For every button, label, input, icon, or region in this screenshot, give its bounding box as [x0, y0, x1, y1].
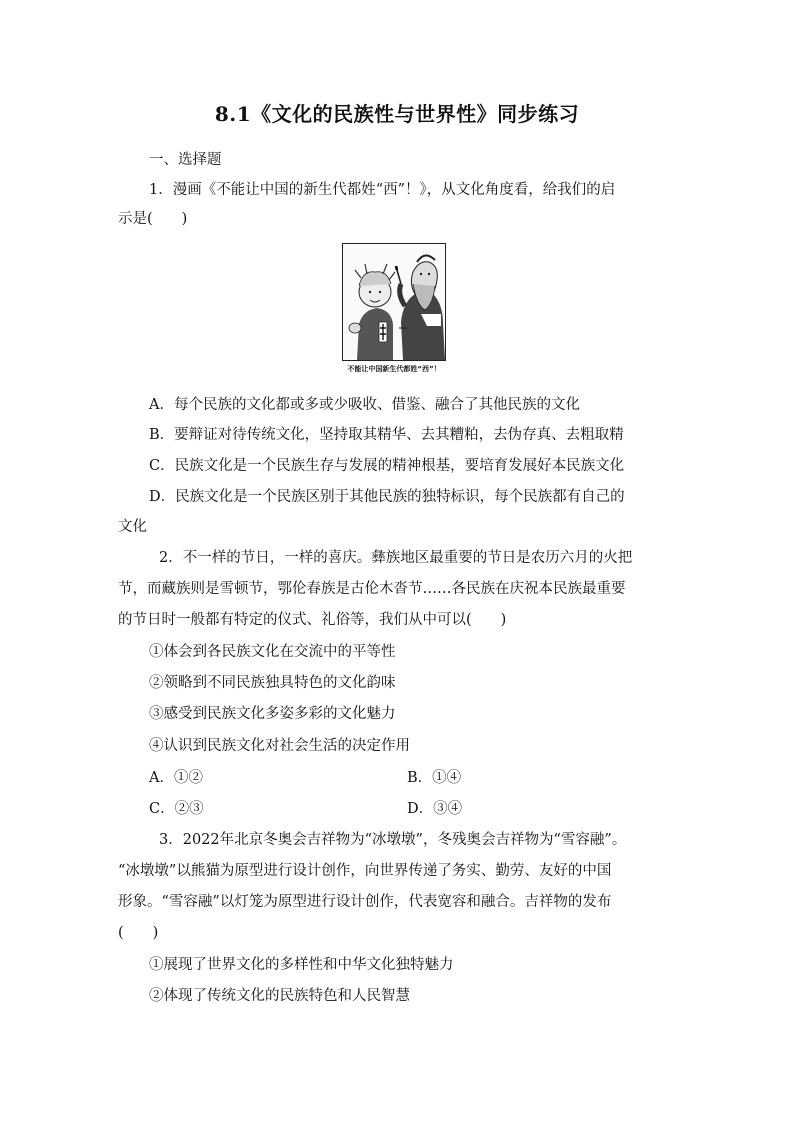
q2-option-c: C．②③	[149, 801, 204, 817]
q2-option-b: B．①④	[407, 770, 462, 786]
q2-item3: ③感受到民族文化多姿多彩的文化魅力	[149, 706, 396, 722]
q2-stem-line3: 的节日时一般都有特定的仪式、礼俗等，我们从中可以( )	[118, 612, 507, 628]
q2-option-d: D．③④	[407, 801, 463, 817]
page-title: 8.1《文化的民族性与世界性》同步练习	[214, 102, 580, 126]
cartoon-image	[342, 243, 446, 361]
q1-option-d-line2: 文化	[118, 519, 147, 535]
q3-stem-line4: ( )	[118, 925, 159, 941]
q1-option-d-line1: D．民族文化是一个民族区别于其他民族的独特标识，每个民族都有自己的	[149, 489, 625, 505]
figure-caption: 不能让中国新生代都姓“西”！	[347, 365, 441, 373]
q3-item2: ②体现了传统文化的民族特色和人民智慧	[149, 988, 410, 1004]
q3-stem-line3: 形象。“雪容融”以灯笼为原型进行设计创作，代表宽容和融合。吉祥物的发布	[118, 894, 612, 910]
cartoon-figure	[342, 243, 446, 377]
q2-stem-line1: 2．不一样的节日，一样的喜庆。彝族地区最重要的节日是农历六月的火把	[159, 550, 633, 566]
q2-item4: ④认识到民族文化对社会生活的决定作用	[149, 738, 410, 754]
q1-stem-line2: 示是( )	[118, 211, 188, 227]
q3-stem-line2: “冰墩墩”以熊猫为原型进行设计创作，向世界传递了务实、勤劳、友好的中国	[118, 863, 612, 879]
q3-stem-line1: 3．2022年北京冬奥会吉祥物为“冰墩墩”，冬残奥会吉祥物为“雪容融”。	[159, 832, 627, 848]
q1-option-a: A．每个民族的文化都或多或少吸收、借鉴、融合了其他民族的文化	[149, 397, 580, 413]
q1-option-b: B．要辩证对待传统文化，坚持取其精华、去其糟粕，去伪存真、去粗取精	[149, 427, 624, 443]
q1-stem-line1: 1．漫画《不能让中国的新生代都姓“西”！》，从文化角度看，给我们的启	[149, 182, 616, 198]
q1-option-c: C．民族文化是一个民族生存与发展的精神根基，要培育发展好本民族文化	[149, 458, 625, 474]
section-heading: 一、选择题	[149, 152, 222, 168]
q2-option-a: A．①②	[149, 770, 203, 786]
q2-stem-line2: 节，而藏族则是雪顿节，鄂伦春族是古伦木沓节……各民族在庆祝本民族最重要	[118, 581, 626, 597]
cartoon-illustration	[343, 244, 445, 360]
q2-item1: ①体会到各民族文化在交流中的平等性	[149, 644, 396, 660]
q3-item1: ①展现了世界文化的多样性和中华文化独特魅力	[149, 957, 454, 973]
q2-item2: ②领略到不同民族独具特色的文化韵味	[149, 675, 396, 691]
